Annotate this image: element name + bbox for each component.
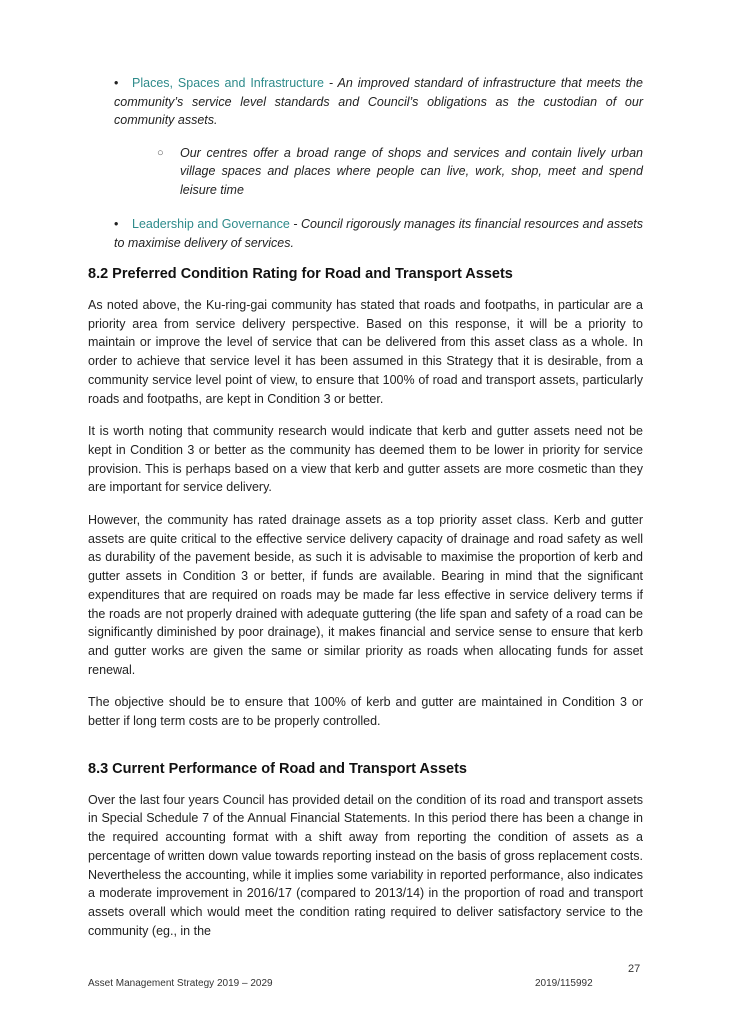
paragraph: As noted above, the Ku-ring-gai community has stated that roads and footpaths, in particular are a priority area from service delivery perspective. Based on this response, it will be a priority to maintain or improve the level of service that can be delivered from this asset class as a whole. In order to achieve that service level it has been assumed in this Strategy that it is desirable, from a community service level point of view, to ensure that 100% of road and transport assets, particularly roads and footpaths, are kept in Condition 3 or better. <box>88 298 643 406</box>
bullet-dot: • <box>114 217 119 231</box>
bullet-item <box>88 74 643 130</box>
bullet-dot: • <box>114 76 119 90</box>
paragraph: However, the community has rated drainage assets as a top priority asset class. Kerb and gutter assets are quite critical to the effective service delivery capacity of drainage and road safety as well as durability of the pavement beside, as such it is advisable to maximise the proportion of kerb and gutter assets in Condition 3 or better, if funds are available. Bearing in mind that the significant expenditures that are required on roads may be made far less effective in service delivery terms if the roads are not properly drained with adequate guttering (the life span and safety of a road can be significantly diminished by poor drainage), it makes financial and service sense to ensure that kerb and gutter works are given the same or similar priority as roads when allocating funds for asset renewal. <box>88 513 643 677</box>
bullet-text: An improved standard of infrastructure that meets the community’s service level standards and Council’s obligations as the custodian of our community assets. <box>114 76 643 127</box>
paragraph: It is worth noting that community research would indicate that kerb and gutter assets need not be kept in Condition 3 or better as the community has deemed them to be lower in priority for service provision. This is perhaps based on a view that kerb and gutter assets are more cosmetic than they are important for service delivery. <box>88 424 643 495</box>
circle-bullet-icon: ○ <box>157 146 164 159</box>
footer-document-number: 2019/115992 <box>535 978 593 989</box>
sub-bullet-item <box>88 144 643 200</box>
paragraph: The objective should be to ensure that 100% of kerb and gutter are maintained in Condition 3 or better if long term costs are to be properly controlled. <box>88 695 643 729</box>
bullet-item <box>88 215 643 252</box>
bullet-separator: - <box>323 76 338 90</box>
section-heading: 8.2 Preferred Condition Rating for Road and Transport Assets <box>88 266 513 282</box>
section-heading: 8.3 Current Performance of Road and Transport Assets <box>88 760 467 777</box>
paragraph: Over the last four years Council has provided detail on the condition of its road and transport assets in Special Schedule 7 of the Annual Financial Statements. In this period there has been a change in the required accounting format with a shift away from reporting the condition of assets as a percentage of written down value towards reporting instead on the basis of gross replacement costs. Nevertheless the accounting, while it implies some variability in reported performance, also indicates a moderate improvement in 2016/17 (compared to 2013/14) in the proportion of road and transport assets overall which would meet the condition rating required to deliver satisfactory service to the community (eg., in the <box>88 792 643 938</box>
document-body <box>88 74 643 940</box>
bullet-text: Council rigorously manages its financial resources and assets to maximise delivery of services. <box>114 217 643 250</box>
sub-bullet-text: Our centres offer a broad range of shops and services and contain lively urban village spaces and places where people can live, work, shop, meet and spend leisure time <box>180 145 643 197</box>
page-number: 27 <box>628 963 641 975</box>
bullet-term: Leadership and Governance <box>132 217 290 231</box>
bullet-term: Places, Spaces and Infrastructure <box>132 76 324 90</box>
footer-document-title: Asset Management Strategy 2019 – 2029 <box>88 978 273 989</box>
bullet-separator: - <box>289 217 301 231</box>
